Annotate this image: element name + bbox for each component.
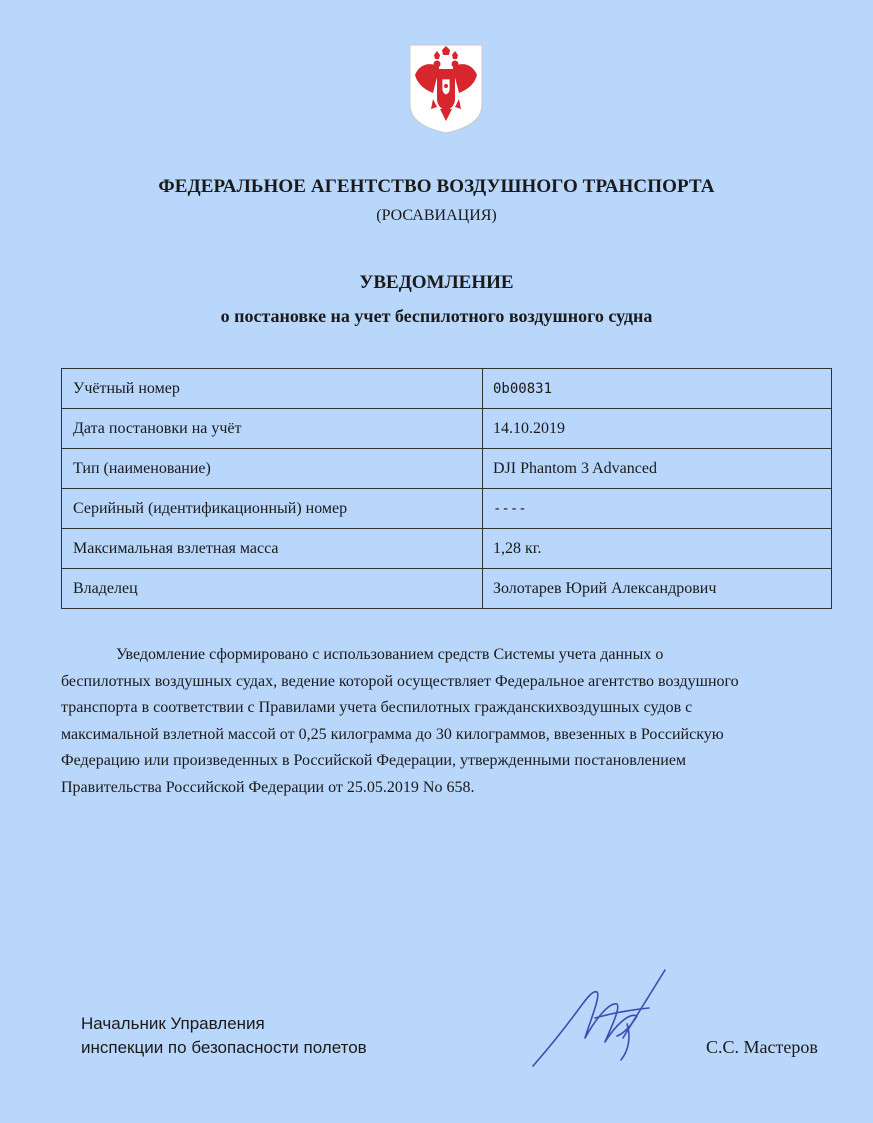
row-value-max-takeoff-mass: 1,28 кг.: [483, 529, 832, 569]
notice-body-text: Уведомление сформировано с использованием средств Системы учета данных о беспилотных воздушных судах, ведение которой осуществляет Федеральное агентство воздушного транспорта в соответствии с Правилами учета беспилотных гражданскихвоздушных судов с максимальной взлетной массой от 0,25 килограмма до 30 килограммов, ввезенных в Российскую Федерацию или произведенных в Российской Федерации, утвержденными постановлением Правительства Российской Федерации от 25.05.2019 No 658.: [61, 646, 739, 796]
signer-position: Начальник Управления инспекции по безопасности полетов: [81, 1014, 367, 1057]
agency-short-name: (РОСАВИАЦИЯ): [376, 207, 497, 224]
table-row: [62, 449, 832, 489]
row-label-owner: Владелец: [62, 569, 483, 609]
table-row: [62, 529, 832, 569]
table-row: [62, 489, 832, 529]
agency-name: ФЕДЕРАЛЬНОЕ АГЕНТСТВО ВОЗДУШНОГО ТРАНСПОРТА: [158, 176, 715, 197]
document-subtitle: о постановке на учет беспилотного воздушного судна: [220, 306, 653, 326]
row-value-registration-date: 14.10.2019: [483, 409, 832, 449]
row-label-serial-number: Серийный (идентификационный) номер: [62, 489, 483, 529]
row-label-registration-date: Дата постановки на учёт: [62, 409, 483, 449]
table-row: [62, 369, 832, 409]
table-row: [62, 409, 832, 449]
row-label-max-takeoff-mass: Максимальная взлетная масса: [62, 529, 483, 569]
table-row: [62, 569, 832, 609]
handwritten-signature-icon: [525, 962, 685, 1074]
row-value-owner: Золотарев Юрий Александрович: [483, 569, 832, 609]
registration-table: [61, 368, 832, 609]
row-value-type: DJI Phantom 3 Advanced: [483, 449, 832, 489]
row-value-serial-number: ----: [483, 489, 832, 529]
row-value-registration-number: 0b00831: [483, 369, 832, 409]
signer-name: С.С. Мастеров: [706, 1037, 818, 1057]
row-label-registration-number: Учётный номер: [62, 369, 483, 409]
row-label-type: Тип (наименование): [62, 449, 483, 489]
coat-of-arms-icon: [407, 43, 485, 135]
document-title: УВЕДОМЛЕНИЕ: [359, 272, 514, 293]
